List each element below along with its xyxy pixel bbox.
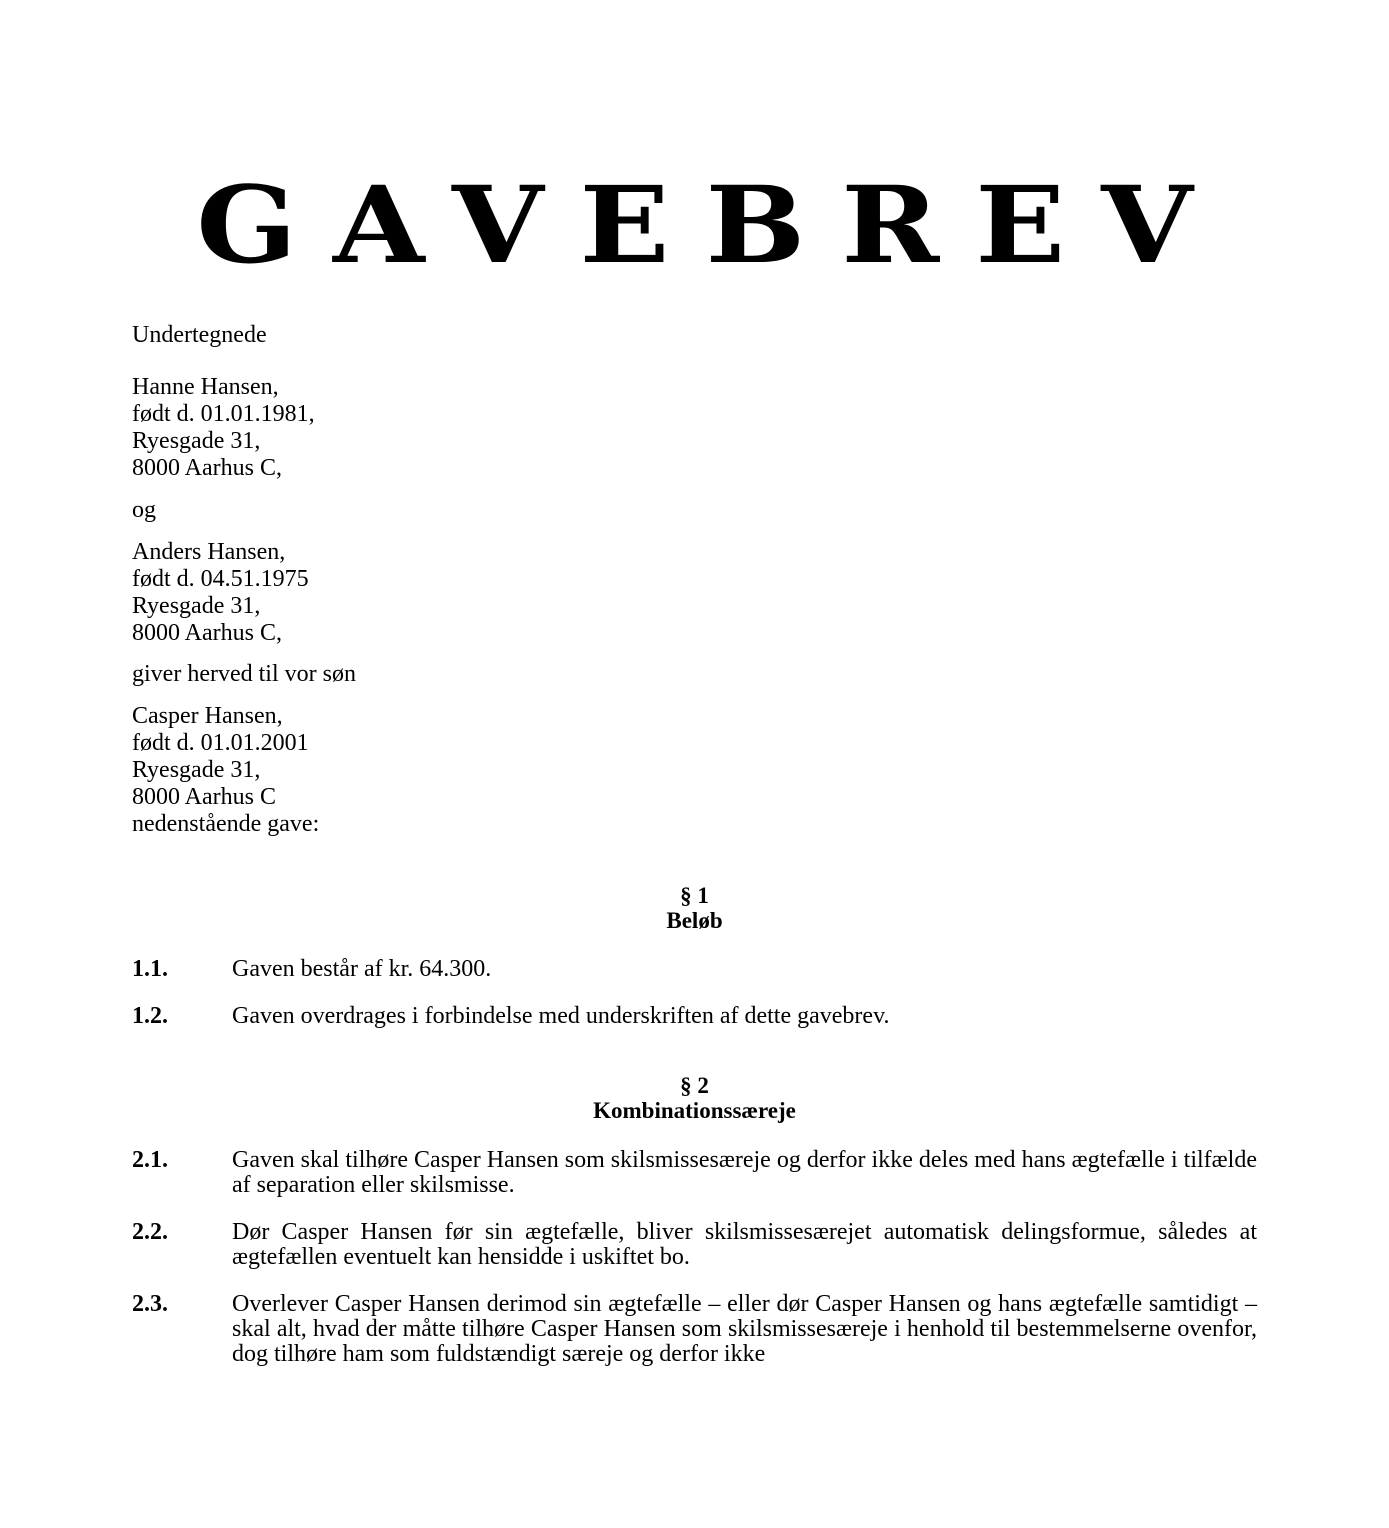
conjunction-text: og: [132, 497, 156, 523]
intro-text: Undertegnede: [132, 322, 267, 348]
clause-2-2: [132, 1220, 1257, 1270]
receiver-closing: nedenstående gave:: [132, 811, 320, 837]
giver1-city: 8000 Aarhus C,: [132, 455, 282, 481]
giver1-block: [132, 374, 315, 482]
clause-number: 2.1.: [132, 1147, 168, 1173]
clause-number: 2.3.: [132, 1291, 168, 1317]
section-2-number: § 2: [680, 1073, 709, 1098]
clause-text: Gaven skal tilhøre Casper Hansen som skilsmissesæreje og derfor ikke deles med hans ægtefælle i tilfælde af separation eller skilsmisse.: [232, 1147, 1257, 1198]
giver2-block: [132, 539, 309, 647]
clause-1-1: [132, 957, 1257, 982]
receiver-born: født d. 01.01.2001: [132, 730, 309, 756]
section-2-title: Kombinationssæreje: [593, 1098, 796, 1123]
clause-2-3: [132, 1292, 1257, 1367]
giver1-born: født d. 01.01.1981,: [132, 401, 315, 427]
clause-1-2: [132, 1004, 1257, 1029]
giver2-name: Anders Hansen,: [132, 539, 286, 565]
clause-number: 1.2.: [132, 1003, 168, 1029]
giver2-street: Ryesgade 31,: [132, 593, 261, 619]
clause-number: 2.2.: [132, 1219, 168, 1245]
clause-2-1: [132, 1148, 1257, 1198]
clause-text: Gaven består af kr. 64.300.: [232, 956, 492, 982]
section-2-heading: [0, 1073, 1389, 1123]
section-1-title: Beløb: [666, 908, 723, 933]
clause-text: Overlever Casper Hansen derimod sin ægtefælle – eller dør Casper Hansen og hans ægtefælle samtidigt – skal alt, hvad der måtte tilhøre Casper Hansen som skilsmissesæreje i henhold til bestemmelserne ovenfor, dog tilhøre ham som fuldstændigt særeje og derfor ikke: [232, 1291, 1257, 1367]
giver2-city: 8000 Aarhus C,: [132, 620, 282, 646]
giver2-born: født d. 04.51.1975: [132, 566, 309, 592]
receiver-city: 8000 Aarhus C: [132, 784, 276, 810]
section-1-heading: [0, 883, 1389, 933]
receiver-name: Casper Hansen,: [132, 703, 283, 729]
transfer-text: giver herved til vor søn: [132, 661, 356, 687]
clause-text: Dør Casper Hansen før sin ægtefælle, bliver skilsmissesærejet automatisk delingsformue, således at ægtefællen eventuelt kan hensidde i uskiftet bo.: [232, 1219, 1257, 1270]
clause-text: Gaven overdrages i forbindelse med underskriften af dette gavebrev.: [232, 1003, 890, 1029]
giver1-street: Ryesgade 31,: [132, 428, 261, 454]
receiver-block: [132, 703, 319, 838]
receiver-street: Ryesgade 31,: [132, 757, 261, 783]
section-1-number: § 1: [680, 883, 709, 908]
clause-number: 1.1.: [132, 956, 168, 982]
document-title: GAVEBREV: [196, 162, 1229, 288]
giver1-name: Hanne Hansen,: [132, 374, 279, 400]
